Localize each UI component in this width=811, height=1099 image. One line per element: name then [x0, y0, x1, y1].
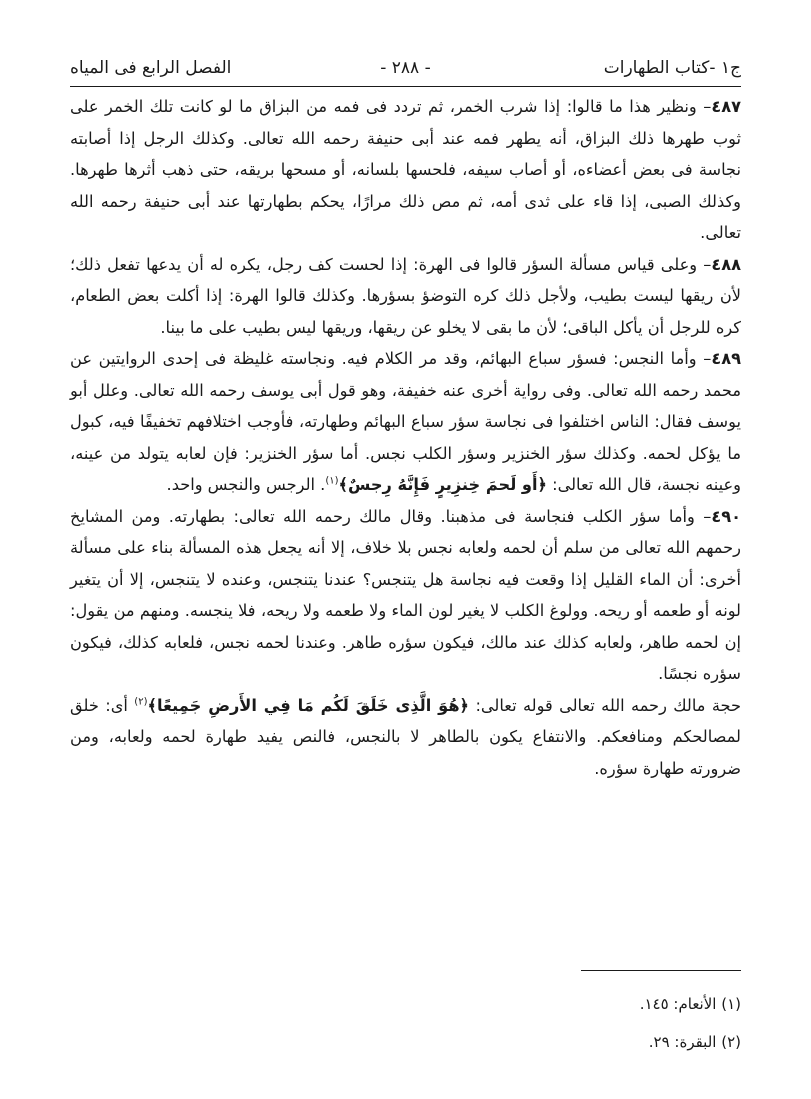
header-volume-chapter: ج١ -كتاب الطهارات: [603, 58, 741, 78]
paragraph-number: ٤٨٨: [711, 254, 741, 274]
footnote-marker[interactable]: (١): [325, 475, 339, 487]
paragraph-text: – وأما سؤر الكلب فنجاسة فى مذهبنا. وقال مالك رحمه الله تعالى: بطهارته. ومن المشايخ رحمهم الله تعالى من سلم أن لحمه ولعابه نجس بلا خلاف، إلا أنه يجعل هذه المسألة بناء على مسألة أخرى: أن الماء القليل إذا وقعت فيه نجاسة هل يتنجس؟ عندنا يتنجس، وعنده لا يتنجس، إلا أن يتغير لونه أو طعمه أو ريحه. وولوغ الكلب لا يغير لون الماء ولا طعمه ولا ريحه، فلا ينجسه. ومنهم من يقول: إن لحمه طاهر، ولعابه كذلك عند مالك، فيكون سؤره طاهر. وعندنا لحمه نجس، فلعابه كذلك، فيكون سؤره نجسًا.: [70, 506, 741, 683]
quran-verse: ﴿أَو لَحمَ خِنزِيرٍ فَإِنَّهُ رِجسٌ﴾: [338, 475, 548, 494]
paragraph-text: – ونظير هذا ما قالوا: إذا شرب الخمر، ثم تردد فى فمه من البزاق ما لو كانت تلك الخمر على ثوب طهرها ذلك البزاق، أنه يطهر فمه عند أبى حنيفة رحمه الله تعالى. وكذلك الرجل إذا أصابته نجاسة فى بعض أعضاءه، أو أصاب سيفه، فلحسها بلسانه، أو مسحها بريقه، حتى ذهب أثرها طهرها. وكذلك الصبى، إذا قاء على ثدى أمه، ثم مص ذلك مرارًا، يحكم بطهارتها عند أبى حنيفة رحمه الله تعالى.: [70, 97, 741, 242]
header-section-title: الفصل الرابع فى المياه: [70, 58, 232, 78]
footnote-marker[interactable]: (٢): [134, 696, 148, 708]
running-header: [70, 50, 741, 87]
paragraph-number: ٤٨٧: [711, 97, 741, 116]
paragraph-text-continued: أى: خلق لمصالحكم ومنافعكم. والانتفاع يكون بالطاهر لا بالنجس، فالنص يفيد طهارة لحمه ولعابه، ومن ضرورته طهارة سؤره.: [70, 695, 741, 778]
footnote-separator: [581, 970, 741, 971]
paragraph-text-continued: . الرجس والنجس واحد.: [166, 475, 326, 494]
paragraph-490: [70, 501, 741, 690]
paragraph-malik-argument: [70, 690, 741, 785]
paragraph-text: حجة مالك رحمه الله تعالى قوله تعالى:: [469, 695, 741, 715]
paragraph-text: – وعلى قياس مسألة السؤر قالوا فى الهرة: إذا لحست كف رجل، يكره له أن يدعها تفعل ذلك؛ لأن ريقها ليست بطيب، ولأجل ذلك كره التوضؤ بسؤرها. وكذلك قالوا الهرة: إذا أكلت بعض الطعام، كره للرجل أن يأكل الباقى؛ لأن ما بقى لا يخلو عن ريقها، وريقها ليس بطيب على ما بينا.: [70, 254, 741, 337]
footnote-1: (١) الأنعام: ١٤٥.: [639, 995, 741, 1013]
main-text: [70, 91, 741, 784]
paragraph-text: – وأما النجس: فسؤر سباع البهائم، وقد مر الكلام فيه. ونجاسته غليظة فى إحدى الروايتين عن محمد رحمه الله تعالى. وفى رواية أخرى عنه خفيفة، وهو قول أبى يوسف رحمه الله تعالى. وعلل أبو يوسف فقال: الناس اختلفوا فى نجاسة سؤر سباع البهائم وطهارته، فأوجب اختلافهم تخفيفًا فيه، كبول ما يؤكل لحمه. وكذلك سؤر الخنزير وسؤر الكلب نجس. أما سؤر الخنزير: فإن لعابه يتولد من عينه، وعينه نجسة، قال الله تعالى:: [70, 349, 741, 494]
paragraph-number: ٤٨٩: [711, 349, 741, 368]
paragraph-number: ٤٩٠: [711, 506, 741, 526]
quran-verse: ﴿هُوَ الَّذِى خَلَقَ لَكُم مَا فِي الأَرضِ جَمِيعًا﴾: [147, 695, 470, 715]
paragraph-487: [70, 91, 741, 249]
paragraph-489: [70, 343, 741, 501]
footnotes: [70, 985, 741, 1061]
paragraph-488: [70, 249, 741, 344]
footnote-2: (٢) البقرة: ٢٩.: [648, 1033, 741, 1051]
page-number: - ٢٨٨ -: [380, 58, 431, 78]
